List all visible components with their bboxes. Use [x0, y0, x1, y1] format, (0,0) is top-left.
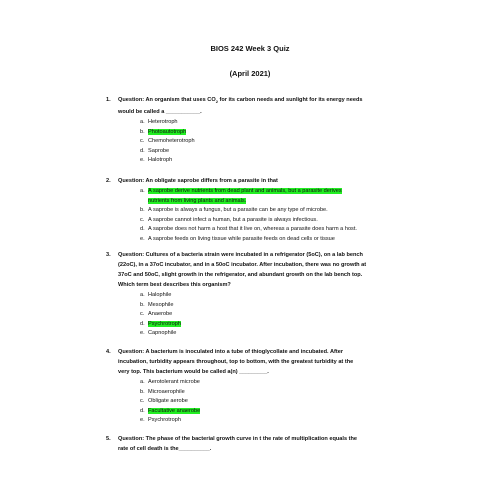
answer-option[interactable]: a. Heterotroph	[140, 119, 178, 126]
question-number: 4.	[106, 349, 111, 355]
question-text-line: incubation, turbidity appears throughout, top to bottom, with the greatest turbidity at the	[118, 359, 354, 365]
question-text-line: Which term best describes this organism?	[118, 282, 231, 288]
question-5	[106, 434, 408, 454]
question-4	[106, 347, 408, 426]
question-1	[106, 95, 408, 166]
answer-option[interactable]: a. Aerotolerant microbe	[140, 379, 200, 385]
answer-option[interactable]: e. Psychrotroph	[140, 417, 181, 424]
question-text: Question: A bacterium is inoculated into a tube of thioglycollate and incubated. After	[118, 349, 344, 355]
question-number: 3.	[106, 252, 111, 258]
question-number: 2.	[106, 178, 111, 184]
answer-option[interactable]: b. A saprobe is always a fungus, but a parasite can be any type of microbe.	[140, 207, 328, 214]
question-text-line: (22oC), in a 37oC incubator, and in a 50oC incubator. After incubation, there was no growth at	[118, 262, 367, 268]
answer-option[interactable]: d. A saprobe does not harm a host that it live on, whereas a parasite does harm a host.	[140, 226, 357, 233]
question-text: Question: The phase of the bacterial growth curve in t the rate of multiplication equals the	[118, 436, 358, 442]
question-text: Question: An obligate saprobe differs from a parasite in that	[118, 178, 278, 184]
question-3	[106, 250, 408, 339]
question-text: Question: An organism that uses $CO_2$ for its carbon needs and sunlight for its energy needs	[118, 97, 363, 105]
answer-option-correct[interactable]: b. Photoautotroph	[140, 128, 187, 135]
answer-option[interactable]: c. Anaerobe	[140, 311, 173, 318]
answer-option[interactable]: e. A saprobe feeds on living tissue while parasite feeds on dead cells or tissue	[140, 235, 335, 242]
question-text-line: would be called a ___________.	[118, 109, 202, 116]
quiz-title: BIOS 242 Week 3 Quiz	[210, 44, 290, 53]
answer-option[interactable]: c. A saprobe cannot infect a human, but a parasite is always infectious.	[140, 216, 318, 223]
answer-option-correct[interactable]: d. Psychrotroph	[140, 320, 181, 327]
answer-option[interactable]: b. Mesophile	[140, 301, 174, 308]
question-text: Question: Cultures of a bacteria strain were incubated in a refrigerator (5oC), on a lab bench	[118, 252, 363, 258]
question-2	[106, 176, 408, 245]
question-text-line: rate of cell death is the__________.	[118, 446, 212, 452]
question-number: 1.	[106, 97, 111, 103]
answer-option[interactable]: e. Halotroph	[140, 157, 173, 164]
quiz-date: (April 2021)	[229, 69, 271, 78]
answer-option-correct[interactable]: d. Facultative anaerobe	[140, 407, 201, 414]
answer-option-correct[interactable]: a. A saprobe derive nutrients from dead plant and animals, but a parasite derives nutrients from living plants and animals.	[140, 188, 342, 204]
question-number: 5.	[106, 436, 111, 442]
answer-option[interactable]: e. Capnophile	[140, 330, 177, 337]
question-text-line: 37oC and 50oC, slight growth in the refrigerator, and abundant growth on the lab bench top.	[118, 272, 363, 278]
question-text-line: very top. This bacterium would be called a(n) _________.	[118, 369, 269, 375]
answer-option[interactable]: a. Halophile	[140, 292, 172, 298]
answer-option[interactable]: d. Saprobe	[140, 147, 170, 154]
answer-option[interactable]: c. Chemoheterotroph	[140, 138, 195, 145]
answer-option[interactable]: b. Microaerophile	[140, 388, 185, 395]
answer-option[interactable]: c. Obligate aerobe	[140, 398, 188, 405]
